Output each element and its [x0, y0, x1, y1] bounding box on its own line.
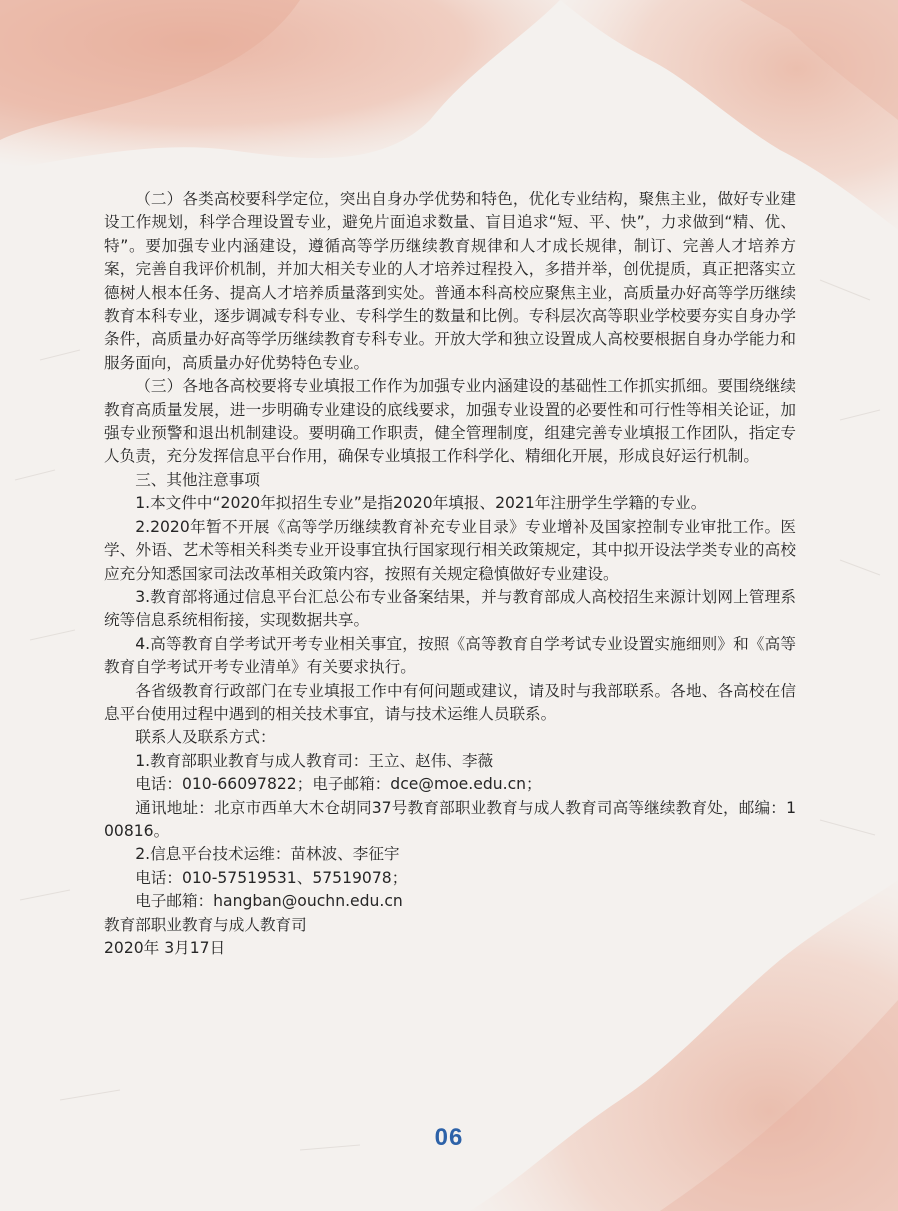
note-item-3: 3.教育部将通过信息平台汇总公布专业备案结果，并与教育部成人高校招生来源计划网上管理系统等信息系统相衔接，实现数据共享。 — [104, 587, 796, 630]
contact-heading: 联系人及联系方式： — [135, 728, 276, 747]
page-number: 06 — [434, 1124, 464, 1151]
contact-2-email: 电子邮箱：hangban@ouchn.edu.cn — [135, 892, 403, 911]
paragraph-section-3: （三）各地各高校要将专业填报工作作为加强专业内涵建设的基础性工作抓实抓细。要围绕继续教育高质量发展，进一步明确专业建设的底线要求，加强专业设置的必要性和可行性等相关论证，加强专业预警和退出机制建设。要明确工作职责，健全管理制度，组建完善专业填报工作团队，指定专人负责，充分发挥信息平台作用，确保专业填报工作科学化、精细化开展，形成良好运行机制。 — [104, 377, 796, 466]
signature-date: 2020年 3月17日 — [104, 939, 226, 957]
contact-2-names: 2.信息平台技术运维：苗林波、李征宇 — [135, 845, 400, 864]
document-body — [104, 188, 796, 960]
note-item-1: 1.本文件中“2020年拟招生专业”是指2020年填报、2021年注册学生学籍的专业。 — [135, 494, 707, 513]
note-item-4: 4.高等教育自学考试开考专业相关事宜，按照《高等教育自学考试专业设置实施细则》和《高等教育自学考试开考专业清单》有关要求执行。 — [104, 634, 796, 677]
paragraph-section-2: （二）各类高校要科学定位，突出自身办学优势和特色，优化专业结构，聚焦主业，做好专业建设工作规划，科学合理设置专业，避免片面追求数量、盲目追求“短、平、快”，力求做到“精、优、特”。要加强专业内涵建设，遵循高等学历继续教育规律和人才成长规律，制订、完善人才培养方案，完善自我评价机制，并加大相关专业的人才培养过程投入，多措并举，创优提质，真正把落实立德树人根本任务、提高人才培养质量落到实处。普通本科高校应聚焦主业，高质量办好高等学历继续教育本科专业，逐步调减专科专业、专科学生的数量和比例。专科层次高等职业学校要夯实自身办学条件，高质量办好高等学历继续教育专科专业。开放大学和独立设置成人高校要根据自身办学能力和服务面向，高质量办好优势特色专业。 — [104, 190, 796, 372]
signature-organization: 教育部职业教育与成人教育司 — [104, 915, 307, 934]
contact-1-address: 通讯地址：北京市西单大木仓胡同37号教育部职业教育与成人教育司高等继续教育处，邮编：100816。 — [104, 798, 796, 840]
note-item-2: 2.2020年暂不开展《高等学历继续教育补充专业目录》专业增补及国家控制专业审批工作。医学、外语、艺术等相关科类专业开设事宜执行国家现行相关政策规定，其中拟开设法学类专业的高校应充分知悉国家司法改革相关政策内容，按照有关规定稳慎做好专业建设。 — [104, 517, 796, 583]
contact-2-phone: 电话：010-57519531、57519078； — [135, 868, 408, 887]
contact-1-phone-email: 电话：010-66097822；电子邮箱：dce@moe.edu.cn； — [135, 775, 542, 794]
heading-other-notes: 三、其他注意事项 — [135, 470, 260, 489]
contact-instruction: 各省级教育行政部门在专业填报工作中有何问题或建议，请及时与我部联系。各地、各高校在信息平台使用过程中遇到的相关技术事宜，请与技术运维人员联系。 — [104, 681, 796, 723]
contact-1-names: 1.教育部职业教育与成人教育司：王立、赵伟、李薇 — [135, 751, 494, 770]
